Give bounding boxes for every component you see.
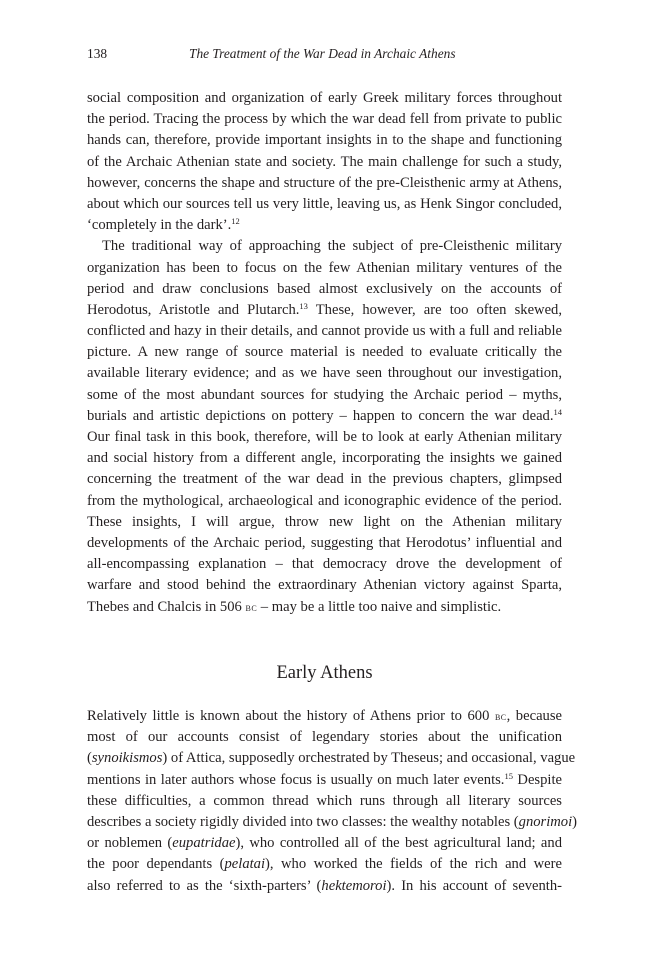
text-fragment: Thebes and Chalcis in 506 bbox=[87, 598, 246, 615]
greek-term: synoikismos bbox=[91, 750, 163, 767]
text-line bbox=[87, 706, 562, 727]
text-line: The traditional way of approaching the subject of pre-Cleisthenic military bbox=[102, 238, 562, 255]
text-line: available literary evidence; and as we have seen throughout our investigation, bbox=[87, 365, 562, 382]
text-fragment: ‘completely in the dark’. bbox=[87, 217, 232, 234]
text-line: about which our sources tell us very little, leaving us, as Henk Singor concluded, bbox=[87, 195, 562, 212]
text-line: period and draw conclusions based almost exclusively on the accounts of bbox=[87, 280, 562, 297]
text-fragment: ), who controlled all of the best agricultural land; and bbox=[235, 835, 562, 852]
greek-term: gnorimoi bbox=[518, 813, 573, 830]
text-line: and social history from a different angle, incorporating the insights we gained bbox=[87, 450, 562, 467]
text-line: concerning the treatment of the war dead in the previous chapters, glimpsed bbox=[87, 471, 562, 488]
footnote-ref-12: 12 bbox=[231, 216, 240, 227]
text-fragment: Despite bbox=[512, 771, 562, 788]
text-line bbox=[87, 833, 562, 854]
text-fragment: mentions in later authors whose focus is usually on much later events. bbox=[87, 771, 505, 788]
text-line bbox=[87, 597, 562, 618]
text-line bbox=[87, 215, 562, 236]
era-abbreviation: bc bbox=[494, 709, 507, 723]
text-line: These insights, I will argue, throw new light on the Athenian military bbox=[87, 513, 562, 530]
text-fragment: ) of Attica, supposedly orchestrated by Theseus; and occasional, vague bbox=[162, 750, 576, 767]
text-line bbox=[87, 812, 578, 833]
text-line: conflicted and hazy in their details, and cannot provide us with a full and reliable bbox=[87, 323, 562, 340]
text-line bbox=[87, 854, 562, 875]
greek-term: pelatai bbox=[224, 856, 266, 873]
text-line: these difficulties, a common thread which runs through all literary sources bbox=[87, 792, 562, 809]
text-line: Our final task in this book, therefore, will be to look at early Athenian military bbox=[87, 429, 562, 445]
text-line: most of our accounts consist of legendary stories about the unification bbox=[87, 729, 562, 746]
text-line: organization has been to focus on the few Athenian military ventures of the bbox=[87, 259, 562, 276]
body-text-top bbox=[87, 88, 562, 618]
text-line: however, concerns the shape and structure of the pre-Cleisthenic army at Athens, bbox=[87, 174, 562, 191]
greek-term: eupatridae bbox=[172, 835, 236, 852]
section-heading: Early Athens bbox=[276, 663, 373, 683]
text-fragment: the poor dependants ( bbox=[87, 856, 225, 873]
text-fragment: These, however, are too often skewed, bbox=[307, 301, 563, 318]
text-line: all-encompassing explanation – that democracy drove the development of bbox=[87, 556, 562, 573]
text-line: the period. Tracing the process by which the war dead fell from private to public bbox=[87, 111, 562, 128]
text-fragment: Relatively little is known about the history of Athens prior to 600 bbox=[87, 708, 495, 724]
text-fragment: or noblemen ( bbox=[87, 835, 173, 852]
text-line bbox=[87, 876, 562, 897]
footnote-ref-13: 13 bbox=[299, 300, 308, 311]
text-line: picture. A new range of source material is needed to evaluate critically the bbox=[87, 344, 562, 361]
text-fragment: – may be a little too naive and simplistic. bbox=[257, 598, 502, 615]
running-title: The Treatment of the War Dead in Archaic Athens bbox=[189, 46, 456, 61]
text-line bbox=[87, 770, 562, 791]
text-line bbox=[87, 748, 576, 769]
text-fragment: burials and artistic depictions on pottery – happen to concern the war dead. bbox=[87, 407, 554, 424]
text-fragment: describes a society rigidly divided into two classes: the wealthy notables ( bbox=[87, 813, 519, 830]
text-fragment: ( bbox=[87, 750, 92, 767]
text-fragment: Herodotus, Aristotle and Plutarch. bbox=[87, 301, 300, 318]
text-fragment: , because bbox=[506, 708, 562, 724]
era-abbreviation: bc bbox=[245, 599, 258, 614]
footnote-ref-14: 14 bbox=[553, 406, 562, 417]
greek-term: hektemoroi bbox=[321, 877, 387, 894]
text-line bbox=[87, 300, 562, 321]
body-text-bottom bbox=[87, 706, 578, 897]
page-number: 138 bbox=[87, 46, 108, 61]
text-line bbox=[87, 406, 562, 427]
text-fragment: also referred to as the ‘sixth-parters’ ( bbox=[87, 877, 322, 894]
text-line: social composition and organization of early Greek military forces throughout bbox=[87, 90, 562, 106]
text-fragment: ). In his account of seventh- bbox=[386, 877, 562, 894]
text-fragment: ), who worked the fields of the rich and were bbox=[265, 856, 562, 873]
text-line: some of the most abundant sources for studying the Archaic period – myths, bbox=[87, 386, 562, 403]
text-line: hands can, therefore, provide important insights in to the shape and functioning bbox=[87, 132, 562, 149]
footnote-ref-15: 15 bbox=[504, 770, 513, 781]
text-line: warfare and stood behind the extraordinary Athenian victory against Sparta, bbox=[87, 577, 562, 594]
text-line: of the Archaic Athenian state and society. The main challenge for such a study, bbox=[87, 153, 562, 170]
text-line: from the mythological, archaeological and iconographic evidence of the period. bbox=[87, 492, 562, 509]
text-line: developments of the Archaic period, suggesting that Herodotus’ influential and bbox=[87, 534, 562, 551]
text-fragment: ) bbox=[572, 813, 578, 830]
